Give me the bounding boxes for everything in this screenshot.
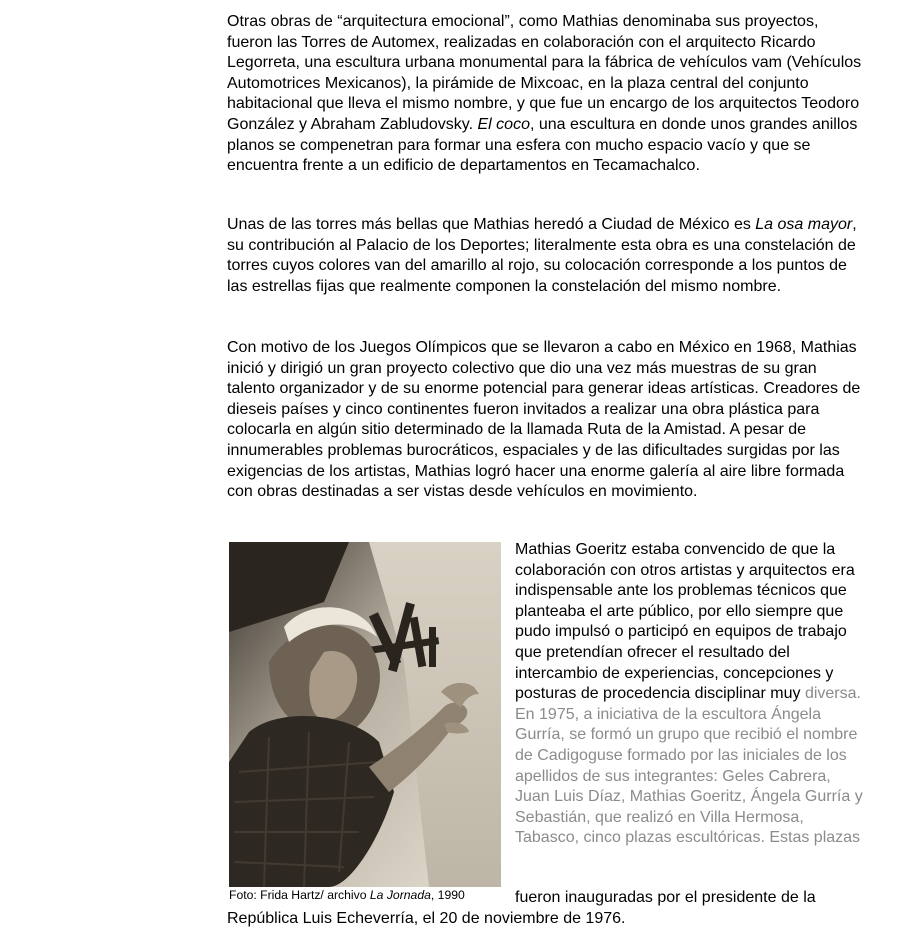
paragraph-1-text-b: , una escultura en donde unos grandes anillos planos se compenetran para formar una esfera con mucho espacio vacío y que se encuentra frente a un edificio de departamentos en Tecamachalco.	[227, 115, 858, 175]
closing-text	[227, 888, 867, 929]
portrait-photo-illustration	[229, 542, 501, 887]
caption-suffix: , 1990	[430, 888, 465, 902]
closing-text-line-1: fueron inauguradas por el presidente de la	[515, 889, 816, 906]
paragraph-2	[227, 215, 867, 297]
paragraph-2-italic-la-osa-mayor: La osa mayor	[755, 216, 853, 233]
paragraph-1-text-a: Otras obras de “arquitectura emocional”, como Mathias denominaba sus proyectos, fueron las Torres de Automex, realizadas en colaboración con el arquitecto Ricardo Legorreta, una escultura urbana monumental para la fábrica de vehículos vam (Vehículos Automotrices Mexicanos), la pirámide de Mixcoac, en la plaza central del conjunto habitacional que lleva el mismo nombre, y que fue un encargo de los arquitectos Teodoro González y Abraham Zabludovsky.	[227, 13, 862, 133]
side-text	[515, 540, 865, 849]
paragraph-2-text-b: , su contribución al Palacio de los Deportes; literalmente esta obra es una constelación de torres cuyos colores van del amarillo al rojo, su colocación corresponde a los puntos de las estrellas fijas que realmente componen la constelación del mismo nombre.	[227, 216, 857, 295]
paragraph-2-text-a: Unas de las torres más bellas que Mathias heredó a Ciudad de México es	[227, 216, 756, 233]
paragraph-3	[227, 338, 867, 503]
caption-prefix: Foto: Frida Hartz/ archivo	[229, 888, 370, 902]
paragraph-3-text: Con motivo de los Juegos Olímpicos que se llevaron a cabo en México en 1968, Mathias inició y dirigió un gran proyecto colectivo que dio una vez más muestras de su gran talento organizador y de su enorme potencial para generar ideas artísticas. Creadores de dieseis países y cinco continentes fueron invitados a realizar una obra plástica para colocarla en algún sitio determinado de la llamada Ruta de la Amistad. A pesar de innumerables problemas burocráticos, espaciales y de las dificultades surgidas por las exigencias de los artistas, Mathias logró hacer una enorme galería al aire libre formada con obras destinadas a ser vistas desde vehículos en movimiento.	[227, 339, 861, 501]
closing-text-line-2: República Luis Echeverría, el 20 de noviembre de 1976.	[227, 909, 626, 927]
portrait-photo	[229, 542, 501, 887]
paragraph-1-italic-el-coco: El coco	[477, 115, 530, 133]
side-text-grey: diversa. En 1975, a iniciativa de la escultora Ángela Gurría, se formó un grupo que recibió el nombre de Cadigoguse formado por las iniciales de los apellidos de sus integrantes: Geles Cabrera, Juan Luis Díaz, Mathias Goeritz, Ángela Gurría y Sebastián, que realizó en Villa Hermosa, Tabasco, cinco plazas escultóricas. Estas plazas	[515, 685, 863, 847]
paragraph-1	[227, 12, 867, 177]
side-text-black: Mathias Goeritz estaba convencido de que la colaboración con otros artistas y arquitectos era indispensable ante los problemas técnicos que planteaba el arte público, por ello siempre que pudo impulsó o participó en equipos de trabajo que pretendían ofrecer el resultado del intercambio de experiencias, concepciones y posturas de procedencia disciplinar muy	[515, 541, 855, 703]
caption-italic-la-jornada: La Jornada	[369, 888, 431, 902]
